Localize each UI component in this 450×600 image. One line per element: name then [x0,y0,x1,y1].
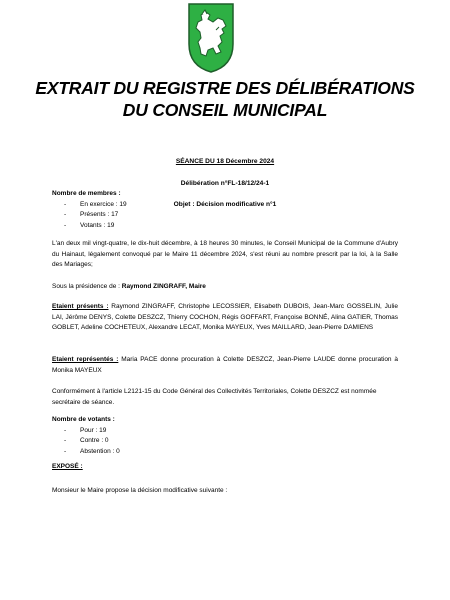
membres-list [52,200,398,232]
objet-line: Objet : Décision modificative n°1 [173,201,277,208]
deliberation-number: Délibération n°FL-18/12/24-1 [180,180,270,187]
seance-date: SÉANCE DU 18 Décembre 2024 [175,158,275,165]
presents-list: Raymond ZINGRAFF, Christophe LECOSSIER, Elisabeth DUBOIS, Jean-Marc GOSSELIN, Julie LAI, Jérôme DENYS, Colette DESZCZ, Thierry COCHON, Régis GOFFART, Françoise BONNÉ, Alina GATIER, Thomas GOBLET, Adeline COCHETEUX, Alexandre LECAT, Monika MAYEUX, Yves MAILLARD, Jean-Pierre DAMIENS [52,303,398,332]
presidence-line [52,282,398,293]
represents-list: Maria PACE donne procuration à Colette DESZCZ, Jean-Pierre LAUDE donne procuration à Monika MAYEUX [52,356,398,374]
document-title-line-2: DU CONSEIL MUNICIPAL [122,100,328,120]
membres-section [52,189,398,231]
presidence-label: Sous la présidence de : [52,283,122,290]
list-item: - Abstention : 0 [52,447,398,458]
votants-heading: Nombre de votants : [52,416,115,423]
heraldic-lion-crest-icon [186,2,236,74]
presents-paragraph [52,302,398,334]
document-title-line-1: EXTRAIT DU REGISTRE DES DÉLIBÉRATIONS [35,78,415,98]
list-item: - Votants : 19 [52,221,398,232]
list-item: - En exercice : 19 [52,200,398,211]
expose-text: Monsieur le Maire propose la décision modificative suivante : [52,487,228,494]
list-item: - Présents : 17 [52,210,398,221]
represents-paragraph [52,355,398,376]
list-item: - Pour : 19 [52,426,398,437]
represents-label: Etaient représentés : [52,356,119,363]
votants-list [52,426,398,458]
presidence-name: Raymond ZINGRAFF, Maire [121,283,206,290]
membres-heading: Nombre de membres : [52,190,121,197]
presents-label: Etaient présents : [52,303,109,310]
votants-section [52,415,398,457]
secretaire-paragraph: Conformément à l'article L2121-15 du Code Général des Collectivités Territoriales, Colette DESZCZ est nommée secrétaire de séance. [52,388,377,406]
expose-heading: EXPOSÉ : [52,463,83,470]
list-item: - Contre : 0 [52,436,398,447]
intro-paragraph: L'an deux mil vingt-quatre, le dix-huit décembre, à 18 heures 30 minutes, le Conseil Municipal de la Commune d'Aubry du Hainaut, légalement convoqué par le Maire 11 décembre 2024, s'est réuni au nombre prescrit par la loi, à la Salle des Mariages; [52,240,398,269]
